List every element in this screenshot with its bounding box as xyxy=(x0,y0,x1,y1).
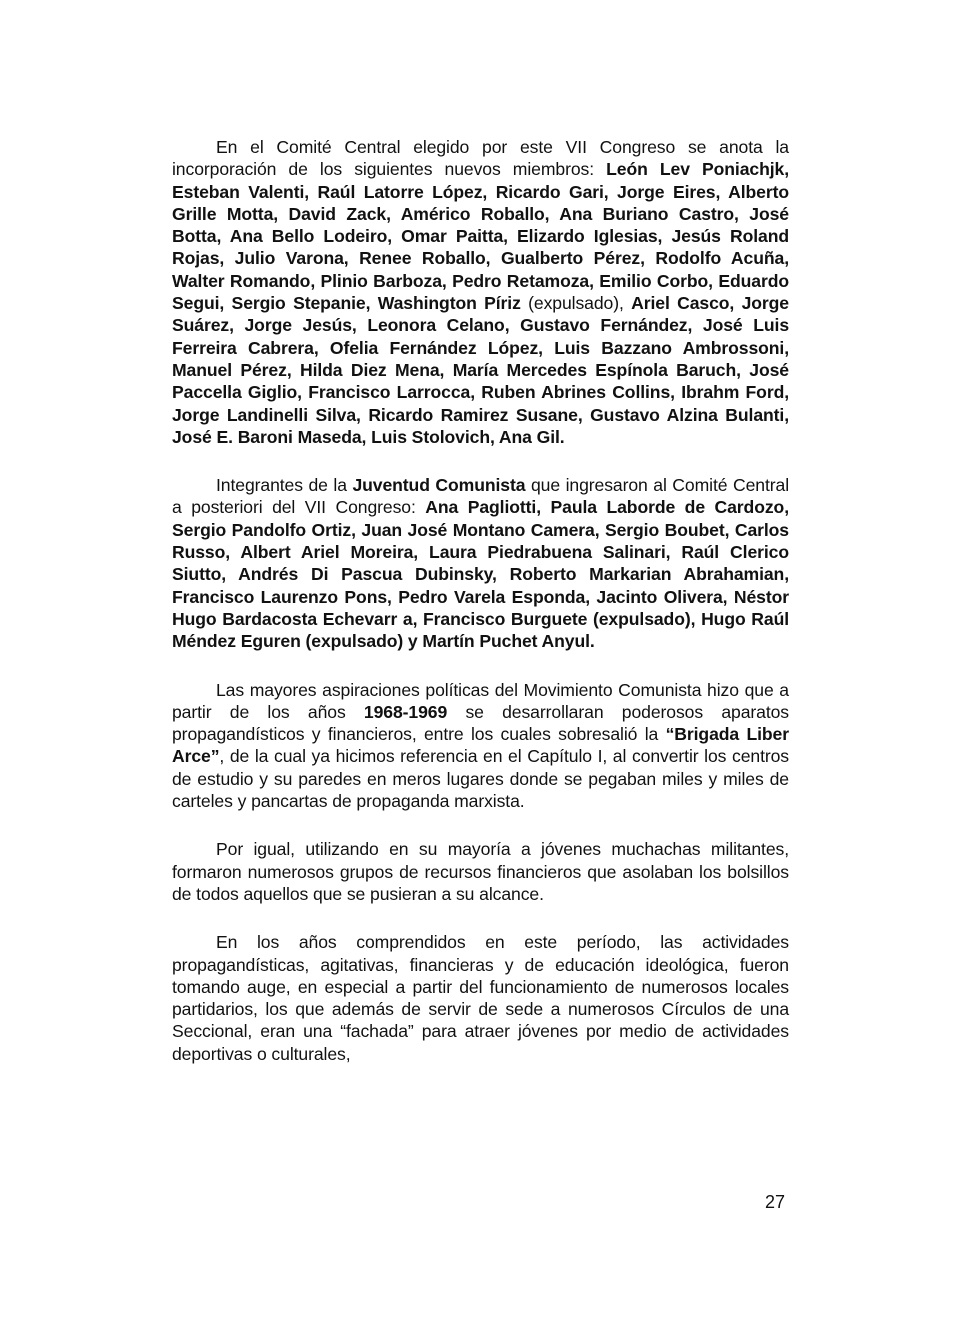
paragraph-1-names: León Lev Poniachjk, Esteban Valenti, Raúl Latorre López, Ricardo Gari, Jorge Eires, Alberto Grille Motta, David Zack, Américo Roballo, Ana Buriano Castro, José Botta, Ana Bello Lodeiro, Omar Paitta, Elizardo Iglesias, Jesús Roland Rojas, Julio Varona, Renee Roballo, Gualberto Pérez, Rodolfo Acuña, Walter Romando, Plinio Barboza, Pedro Retamoza, Emilio Corbo, Eduardo Segui, Sergio Stepanie, Washington Píriz xyxy=(172,159,790,314)
paragraph-1-text: En el Comité Central elegido por este VII Congreso se anota la incorporación de los siguientes nuevos miembros: xyxy=(172,137,789,180)
paragraph-3-text-end: , de la cual ya hicimos referencia en el Capítulo I, al convertir los centros de estudio y su paredes en meros lugares donde se pegaban miles y miles de carteles y pancartas de propaganda marxista. xyxy=(172,746,789,812)
paragraph-2-org: Juventud Comunista xyxy=(352,475,526,496)
paragraph-youth-members xyxy=(172,474,789,652)
paragraph-2-names: Ana Pagliotti, Paula Laborde de Cardozo, Sergio Pandolfo Ortiz, Juan José Montano Camera, Sergio Boubet, Carlos Russo, Albert Ariel Moreira, Laura Piedrabuena Salinari, Raúl Clerico Siutto, Andrés Di Pascua Dubinsky, Roberto Markarian Abrahamian, Francisco Laurenzo Pons, Pedro Varela Esponda, Jacinto Olivera, Néstor Hugo Bardacosta Echevarr a, Francisco Burguete (expulsado), Hugo Raúl Méndez Eguren (expulsado) y Martín Puchet Anyul. xyxy=(172,497,789,652)
paragraph-activities xyxy=(172,931,789,1065)
paragraph-5-text: En los años comprendidos en este período, las actividades propagandísticas, agitativas, financieras y de educación ideológica, fueron tomando auge, en especial a partir del funcionamiento de numerosos locales partidarios, los que además de servir de sede a numerosos Círculos de una Seccional, eran una “fachada” para atraer jóvenes por medio de actividades deportivas o culturales, xyxy=(172,932,789,1064)
paragraph-3-text-cont: se desarrollaran poderosos aparatos propagandísticos y financieros, entre los cuales sobresalió la xyxy=(172,701,789,745)
paragraph-3-brigade: “Brigada Liber Arce” xyxy=(172,724,789,767)
paragraph-financial-groups xyxy=(172,838,789,905)
page-body xyxy=(172,136,789,1065)
paragraph-4-text: Por igual, utilizando en su mayoría a jóvenes muchachas militantes, formaron numerosos grupos de recursos financieros que asolaban los bolsillos de todos aquellos que se pusieran a su alcance. xyxy=(172,839,789,904)
paragraph-cc-new-members xyxy=(172,136,789,448)
paragraph-1-names-cont: Ariel Casco, Jorge Suárez, Jorge Jesús, Leonora Celano, Gustavo Fernández, José Luis Ferreira Cabrera, Ofelia Fernández López, Luis Bazzano Ambrossoni, Manuel Pérez, Hilda Diez Mena, María Mercedes Espínola Baruch, José Paccella Giglio, Francisco Larrocca, Ruben Abrines Collins, Ibrahm Ford, Jorge Landinelli Silva, Ricardo Ramirez Susane, Gustavo Alzina Bulanti, José E. Baroni Maseda, Luis Stolovich, Ana Gil. xyxy=(172,293,789,447)
paragraph-2-text: Integrantes de la xyxy=(216,475,353,496)
paragraph-3-text: Las mayores aspiraciones políticas del Movimiento Comunista hizo que a partir de los años xyxy=(172,679,789,722)
paragraph-1-expelled-note: (expulsado), xyxy=(520,293,632,314)
paragraph-2-text-cont: que ingresaron al Comité Central a posteriori del VII Congreso: xyxy=(172,475,789,518)
paragraph-3-years: 1968-1969 xyxy=(363,701,448,722)
paragraph-propaganda xyxy=(172,679,789,813)
page-number: 27 xyxy=(765,1192,786,1212)
